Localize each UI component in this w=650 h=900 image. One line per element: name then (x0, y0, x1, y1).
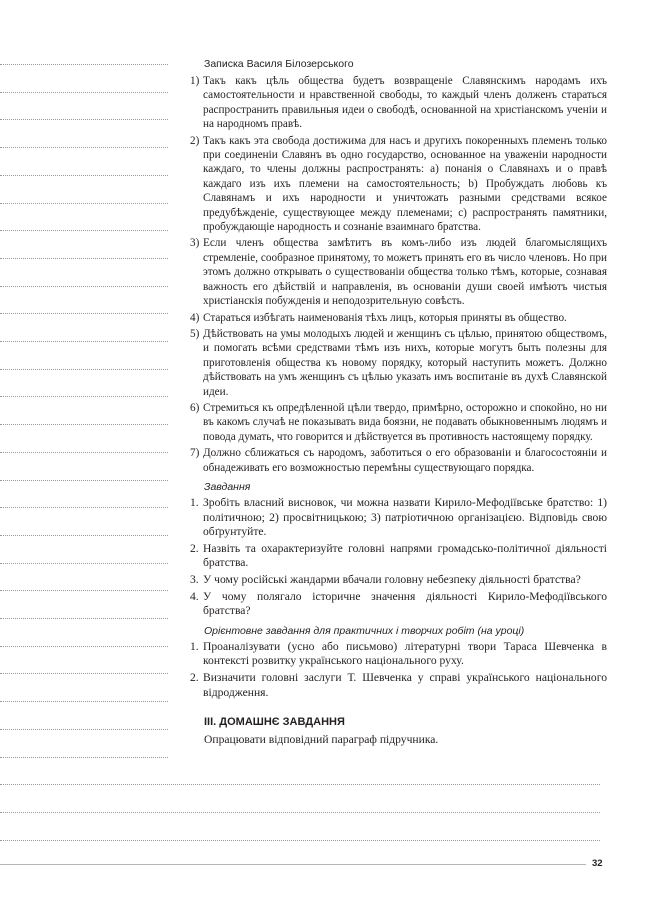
item-number: 2. (190, 541, 199, 555)
note-line (0, 424, 168, 425)
note-line (0, 812, 600, 813)
item-text: Стремиться къ опредѣленной цѣли твердо, примѣрно, осторожно и спокойно, но ни въ какомъ случаѣ не показывать вида боязни, не подавать обыкновеннымъ людямъ и повода думать, что говорится и дѣйствуется въ противность настоящему порядку. (203, 401, 607, 443)
note-line (0, 147, 168, 148)
note-line (0, 175, 168, 176)
tasks-heading: Завдання (204, 480, 251, 493)
note-line (0, 784, 600, 785)
practical-list (190, 640, 607, 700)
item-text: Такъ какъ цѣль общества будетъ возвращеніе Славянскимъ народамъ ихъ самостоятельности и нравственной свободы, то каждый членъ долженъ стараться распространить правильныя идеи о свободѣ, основанной на христіанскомъ ученіи и на народномъ правѣ. (203, 75, 607, 131)
list-item (190, 134, 607, 235)
list-item (190, 640, 607, 669)
item-text: Дѣйствовать на умы молодыхъ людей и женщинъ съ цѣлью, принятою обществомъ, и помогать всѣми средствами тѣмъ изъ нихъ, которые могутъ быть полезны для приготовленія общества къ новому порядку, который наступить можетъ. Должно дѣйствовать на умъ женщинъ съ цѣлью указать имъ воспитаніе въ духѣ Славянской идеи. (203, 327, 607, 398)
list-item (190, 401, 607, 444)
margin-note-lines (0, 62, 170, 822)
task-list (190, 496, 607, 619)
note-line (0, 757, 168, 758)
note-line (0, 701, 168, 702)
note-line (0, 92, 168, 93)
page-number: 32 (592, 858, 603, 869)
item-number: 1. (190, 639, 199, 653)
list-item (190, 496, 607, 540)
item-number: 7) (190, 447, 200, 460)
list-item (190, 74, 607, 132)
homework-heading: ІІІ. ДОМАШНЄ ЗАВДАННЯ (204, 716, 345, 729)
source-list (190, 74, 607, 475)
practical-heading: Орієнтовне завдання для практичних і творчих робіт (на уроці) (204, 624, 525, 637)
note-line (0, 729, 168, 730)
item-number: 5) (190, 327, 200, 340)
list-item (190, 327, 607, 399)
note-line (0, 258, 168, 259)
homework-text: Опрацювати відповідний параграф підручника. (204, 733, 439, 747)
item-number: 2. (190, 670, 199, 684)
list-item (190, 446, 607, 475)
footer-rule (0, 864, 586, 865)
note-line (0, 64, 168, 65)
item-number: 3. (190, 572, 199, 586)
item-text: У чому полягало історичне значення діяльності Кирило-Мефодіївського братства? (203, 589, 607, 618)
note-line (0, 673, 168, 674)
list-item (190, 311, 607, 325)
item-text: Проаналізувати (усно або письмово) літературні твори Тараса Шевченка в контексті розвитку українського національного руху. (203, 639, 607, 668)
note-line (0, 618, 168, 619)
item-number: 1. (190, 495, 199, 509)
note-line (0, 396, 168, 397)
item-text: Назвіть та охарактеризуйте головні напрями громадсько-політичної діяльності братства. (203, 541, 607, 570)
note-line (0, 646, 168, 647)
note-line (0, 313, 168, 314)
item-text: У чому російські жандарми вбачали головну небезпеку діяльності братства? (203, 572, 581, 586)
note-line (0, 535, 168, 536)
item-text: Такъ какъ эта свобода достижима для насъ и другихъ покоренныхъ племенъ только при соединеніи Славянъ въ одно государство, основанное на уваженіи народности каждаго, то члены должны распространять: а) понанія о Славянахъ и о правѣ каждаго изъ ихъ племени на самостоятельность; b) Пробуждать любовь къ Славянамъ и ихъ народности и уничтожать разными средствами всякое предубѣжденіе, существующее между племенами; с) распространять памятники, пробуждающіе народность и сознаніе взаимнаго братства. (203, 134, 607, 234)
note-line (0, 480, 168, 481)
note-line (0, 230, 168, 231)
item-number: 2) (190, 134, 200, 147)
list-item (190, 573, 607, 588)
note-line (0, 452, 168, 453)
note-line (0, 507, 168, 508)
item-number: 4) (190, 311, 200, 324)
item-text: Визначити головні заслуги Т. Шевченка у справі українського національного відродження. (203, 670, 607, 699)
note-line (0, 286, 168, 287)
item-text: Стараться избѣгать наименованія тѣхъ лицъ, которыя приняты въ общество. (203, 311, 567, 324)
item-text: Должно сближаться съ народомъ, заботиться о его образованіи и благосостояніи и обнадеживать его возможностью перемѣны существующаго порядка. (203, 447, 607, 474)
page-content (190, 58, 607, 746)
note-line (0, 590, 168, 591)
list-item (190, 542, 607, 571)
note-line (0, 341, 168, 342)
note-line (0, 840, 600, 841)
list-item (190, 236, 607, 308)
item-number: 4. (190, 589, 199, 603)
source-title: Записка Василя Білозерського (204, 58, 354, 70)
item-text: Если членъ общества замѣтитъ въ комъ-либо изъ людей благомыслящихъ стремленіе, сообразное принятому, то можетъ принять его въ число членовъ. Но при этомъ должно открывать о существованіи общества только тѣмъ, которые, сознавая важность его дѣйствій и направленія, въ основаніи души своей имѣютъ чистыя христіанскія побужденія и неподозрительную совѣсть. (203, 237, 607, 308)
note-line (0, 369, 168, 370)
item-number: 3) (190, 237, 200, 250)
note-line (0, 203, 168, 204)
item-number: 6) (190, 401, 200, 414)
item-text: Зробіть власний висновок, чи можна назвати Кирило-Мефодіївське братство: 1) політичною; 2) просвітницькою; 3) патріотичною організацією. Відповідь свою обґрунтуйте. (203, 495, 607, 539)
item-number: 1) (190, 75, 200, 87)
list-item (190, 671, 607, 700)
note-line (0, 119, 168, 120)
note-line (0, 563, 168, 564)
list-item (190, 590, 607, 619)
